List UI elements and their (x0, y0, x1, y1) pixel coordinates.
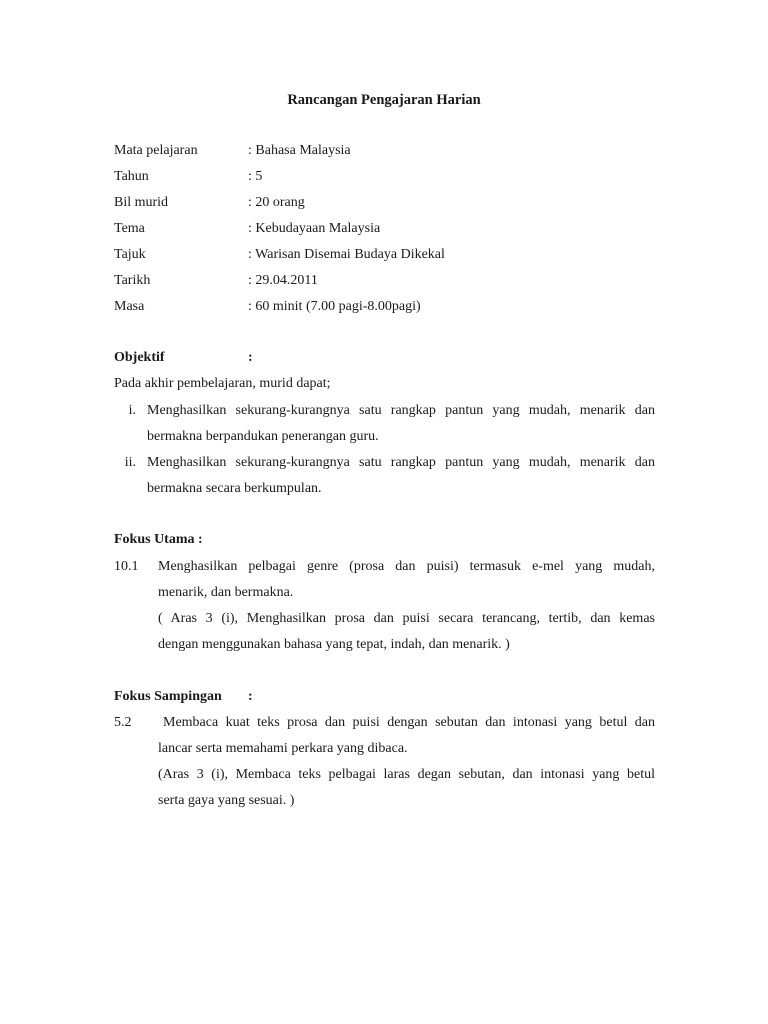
fokus-utama-aras: ( Aras 3 (i), Menghasilkan prosa dan puisi secara terancang, tertib, dan kemas (158, 611, 655, 626)
fokus-sampingan-colon: : (248, 689, 253, 704)
objektif-colon: : (248, 350, 253, 365)
objektif-item-number: ii. (124, 455, 136, 470)
info-value: : 29.04.2011 (248, 273, 318, 288)
info-label: Masa (114, 299, 145, 314)
info-value: : Bahasa Malaysia (248, 143, 351, 158)
info-value: : 5 (248, 169, 263, 184)
fokus-utama-text: menarik, dan bermakna. (158, 585, 294, 600)
info-label: Tema (114, 221, 145, 236)
info-label: Mata pelajaran (114, 143, 198, 158)
fokus-sampingan-text: lancar serta memahami perkara yang dibaca. (158, 741, 408, 756)
info-value: : Warisan Disemai Budaya Dikekal (248, 247, 445, 262)
objektif-item-text: bermakna secara berkumpulan. (147, 481, 322, 496)
objektif-heading: Objektif (114, 350, 165, 365)
document-title: Rancangan Pengajaran Harian (287, 92, 481, 108)
info-label: Tahun (114, 169, 149, 184)
fokus-sampingan-text: Membaca kuat teks prosa dan puisi dengan sebutan dan intonasi yang betul dan (163, 715, 655, 730)
objektif-item-number: i. (128, 403, 136, 418)
info-label: Bil murid (114, 195, 169, 210)
fokus-utama-number: 10.1 (114, 559, 139, 574)
fokus-sampingan-aras: (Aras 3 (i), Membaca teks pelbagai laras degan sebutan, dan intonasi yang betul (158, 767, 655, 782)
fokus-sampingan-heading: Fokus Sampingan (114, 689, 222, 704)
objektif-item-text: bermakna berpandukan penerangan guru. (147, 429, 379, 444)
objektif-intro: Pada akhir pembelajaran, murid dapat; (114, 376, 331, 391)
info-value: : 20 orang (248, 195, 305, 210)
info-label: Tajuk (114, 247, 146, 262)
objektif-item-text: Menghasilkan sekurang-kurangnya satu rangkap pantun yang mudah, menarik dan (147, 403, 655, 418)
info-label: Tarikh (114, 273, 151, 288)
info-value: : Kebudayaan Malaysia (248, 221, 381, 236)
objektif-item-text: Menghasilkan sekurang-kurangnya satu rangkap pantun yang mudah, menarik dan (147, 455, 655, 470)
fokus-utama-text: Menghasilkan pelbagai genre (prosa dan puisi) termasuk e-mel yang mudah, (158, 559, 655, 574)
fokus-sampingan-aras: serta gaya yang sesuai. ) (158, 793, 295, 808)
fokus-utama-heading: Fokus Utama : (114, 532, 203, 547)
info-value: : 60 minit (7.00 pagi-8.00pagi) (248, 299, 421, 314)
fokus-sampingan-number: 5.2 (114, 715, 132, 730)
fokus-utama-aras: dengan menggunakan bahasa yang tepat, indah, dan menarik. ) (158, 637, 510, 652)
